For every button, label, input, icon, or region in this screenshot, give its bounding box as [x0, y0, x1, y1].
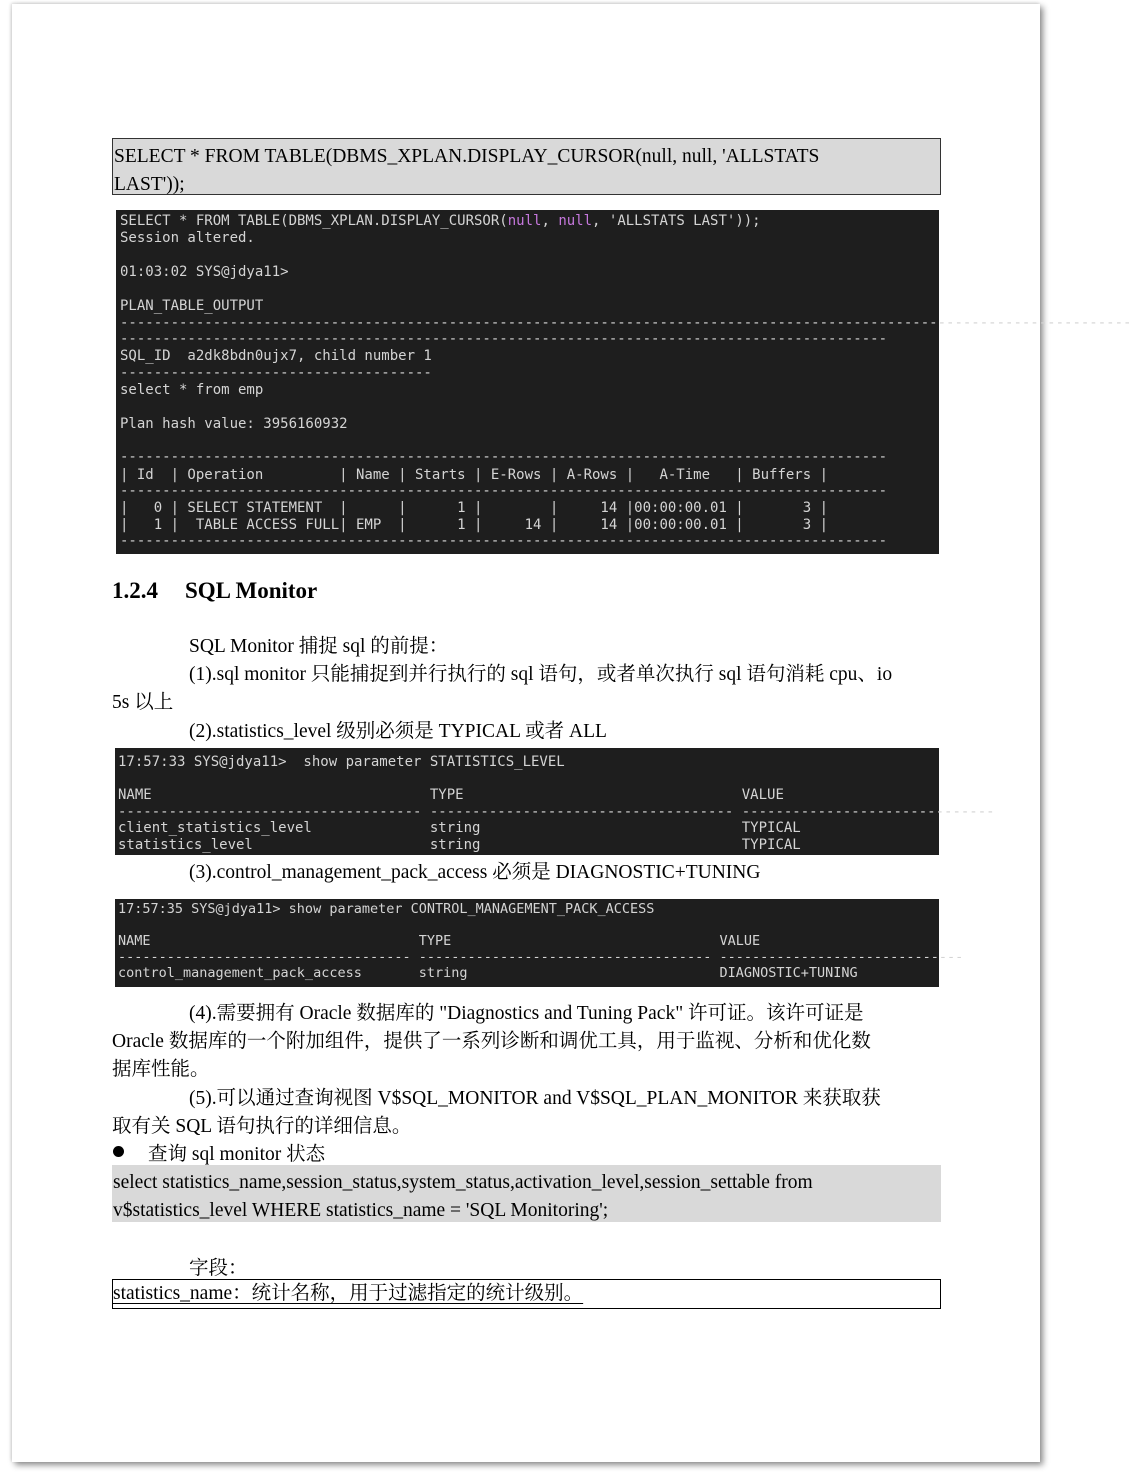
field-description-box — [112, 1279, 941, 1309]
plan-table-header: | Id | Operation | Name | Starts | E-Rows | A-Rows | A-Time | Buffers | — [120, 467, 829, 483]
terminal-line: PLAN_TABLE_OUTPUT — [120, 298, 264, 314]
bullet-text: 查询 sql monitor 状态 — [148, 1144, 326, 1165]
section-number: 1.2.4 — [112, 578, 158, 603]
terminal-line: SQL_ID a2dk8bdn0ujx7, child number 1 — [120, 348, 432, 364]
terminal-line: Plan hash value: 3956160932 — [120, 416, 348, 432]
terminal-divider: ------------------------------------ ------------------------------------ ------------------------------ — [118, 949, 964, 965]
terminal-screenshot-statistics-level — [115, 748, 995, 855]
code-line: v$statistics_level WHERE statistics_name = 'SQL Monitoring'; — [113, 1200, 609, 1221]
terminal-divider: ------------------------------------- — [120, 365, 432, 381]
null-keyword: null — [558, 213, 593, 229]
terminal-row: client_statistics_level string TYPICAL — [118, 820, 801, 836]
paragraph: Oracle 数据库的一个附加组件，提供了一系列诊断和调优工具，用于监视、分析和优化数 — [112, 1031, 871, 1052]
paragraph: (5).可以通过查询视图 V$SQL_MONITOR and V$SQL_PLAN_MONITOR 来获取获 — [189, 1088, 881, 1109]
terminal-prompt: 17:57:35 SYS@jdya11> show parameter CONTROL_MANAGEMENT_PACK_ACCESS — [118, 901, 655, 917]
terminal-prompt: 01:03:02 SYS@jdya11> — [120, 264, 289, 280]
null-keyword: null — [507, 213, 542, 229]
terminal-header: NAME TYPE VALUE — [118, 933, 761, 949]
terminal-divider: ------------------------------------------------------------------------------------------- — [120, 331, 888, 347]
bullet-icon — [113, 1146, 124, 1157]
code-line: SELECT * FROM TABLE(DBMS_XPLAN.DISPLAY_CURSOR(null, null, 'ALLSTATS — [114, 146, 820, 167]
code-line: select statistics_name,session_status,system_status,activation_level,session_settable from — [113, 1172, 813, 1193]
terminal-divider: ------------------------------------------------------------------------------------------------------------------------ — [120, 315, 1131, 331]
plan-table-row: | 0 | SELECT STATEMENT | | 1 | | 14 |00:00:00.01 | 3 | — [120, 500, 829, 516]
paragraph: (1).sql monitor 只能捕捉到并行执行的 sql 语句，或者单次执行 sql 语句消耗 cpu、io — [189, 664, 893, 685]
paragraph: 取有关 SQL 语句执行的详细信息。 — [112, 1116, 412, 1137]
terminal-divider: ------------------------------------------------------------------------------------------- — [120, 483, 888, 499]
terminal-prompt: 17:57:33 SYS@jdya11> show parameter STATISTICS_LEVEL — [118, 754, 565, 770]
terminal-row: control_management_pack_access string DIAGNOSTIC+TUNING — [118, 965, 858, 981]
terminal-divider: ------------------------------------------------------------------------------------------- — [120, 533, 888, 549]
paragraph: 据库性能。 — [112, 1059, 210, 1080]
terminal-screenshot-control-pack — [115, 899, 964, 987]
terminal-line: SELECT * FROM TABLE(DBMS_XPLAN.DISPLAY_CURSOR(null, null, 'ALLSTATS LAST')); — [120, 213, 761, 229]
section-heading — [112, 578, 317, 604]
code-box-statistics-query — [112, 1165, 941, 1222]
section-title: SQL Monitor — [185, 578, 318, 603]
terminal-screenshot-xplan — [116, 210, 1131, 554]
code-line: LAST')); — [114, 174, 185, 195]
plan-table-row: | 1 | TABLE ACCESS FULL| EMP | 1 | 14 | 14 |00:00:00.01 | 3 | — [120, 517, 829, 533]
terminal-header: NAME TYPE VALUE — [118, 787, 784, 803]
terminal-divider: ------------------------------------ ------------------------------------ ------------------------------ — [118, 804, 995, 820]
paragraph: (3).control_management_pack_access 必须是 DIAGNOSTIC+TUNING — [189, 862, 761, 883]
field-description: statistics_name：统计名称，用于过滤指定的统计级别。 — [113, 1283, 584, 1304]
paragraph: 字段： — [189, 1258, 248, 1279]
terminal-row: statistics_level string TYPICAL — [118, 837, 801, 853]
terminal-divider: ------------------------------------------------------------------------------------------- — [120, 449, 888, 465]
paragraph: (4).需要拥有 Oracle 数据库的 "Diagnostics and Tuning Pack" 许可证。该许可证是 — [189, 1003, 864, 1024]
paragraph: 5s 以上 — [112, 692, 174, 713]
terminal-line: Session altered. — [120, 230, 255, 246]
terminal-line: select * from emp — [120, 382, 264, 398]
paragraph: SQL Monitor 捕捉 sql 的前提： — [189, 636, 449, 657]
paragraph: (2).statistics_level 级别必须是 TYPICAL 或者 ALL — [189, 721, 607, 742]
code-box-xplan — [112, 138, 941, 195]
